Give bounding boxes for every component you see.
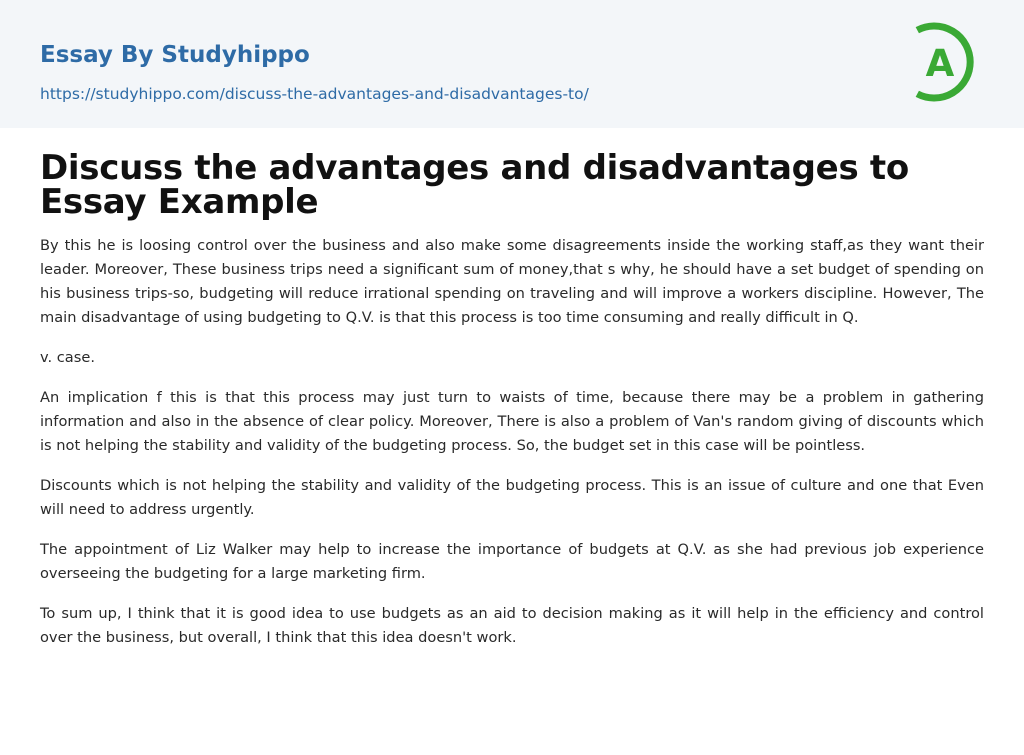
page-title: Discuss the advantages and disadvantages to Essay Example	[40, 148, 909, 222]
site-header	[0, 0, 1024, 128]
article-paragraph: Discounts which is not helping the stability and validity of the budgeting process. This is an issue of culture and one that Even will need to address urgently.	[40, 477, 984, 518]
article-paragraph: The appointment of Liz Walker may help to increase the importance of budgets at Q.V. as she had previous job experience overseeing the budgeting for a large marketing firm.	[40, 541, 984, 582]
logo-letter: A	[925, 42, 955, 85]
article-body	[40, 234, 984, 666]
logo-ring-icon	[909, 17, 987, 107]
site-logo[interactable]	[909, 17, 987, 107]
article-paragraph: By this he is loosing control over the business and also make some disagreements inside the working staff,as they want their leader. Moreover, These business trips need a significant sum of money,that s why, he should have a set budget of spending on his business trips-so, budgeting will reduce irrational spending on traveling and will improve a workers discipline. However, The main disadvantage of using budgeting to Q.V. is that this process is too time consuming and really difficult in Q.	[40, 237, 984, 326]
article-paragraph: To sum up, I think that it is good idea to use budgets as an aid to decision making as it will help in the efficiency and control over the business, but overall, I think that this idea doesn't work.	[40, 605, 984, 646]
article-paragraph: v. case.	[40, 349, 95, 366]
page-url-link[interactable]: https://studyhippo.com/discuss-the-advantages-and-disadvantages-to/	[40, 85, 589, 103]
site-brand[interactable]: Essay By Studyhippo	[40, 42, 310, 68]
article-paragraph: An implication f this is that this process may just turn to waists of time, because there may be a problem in gathering information and also in the absence of clear policy. Moreover, There is also a problem of Van's random giving of discounts which is not helping the stability and validity of the budgeting process. So, the budget set in this case will be pointless.	[40, 389, 984, 454]
